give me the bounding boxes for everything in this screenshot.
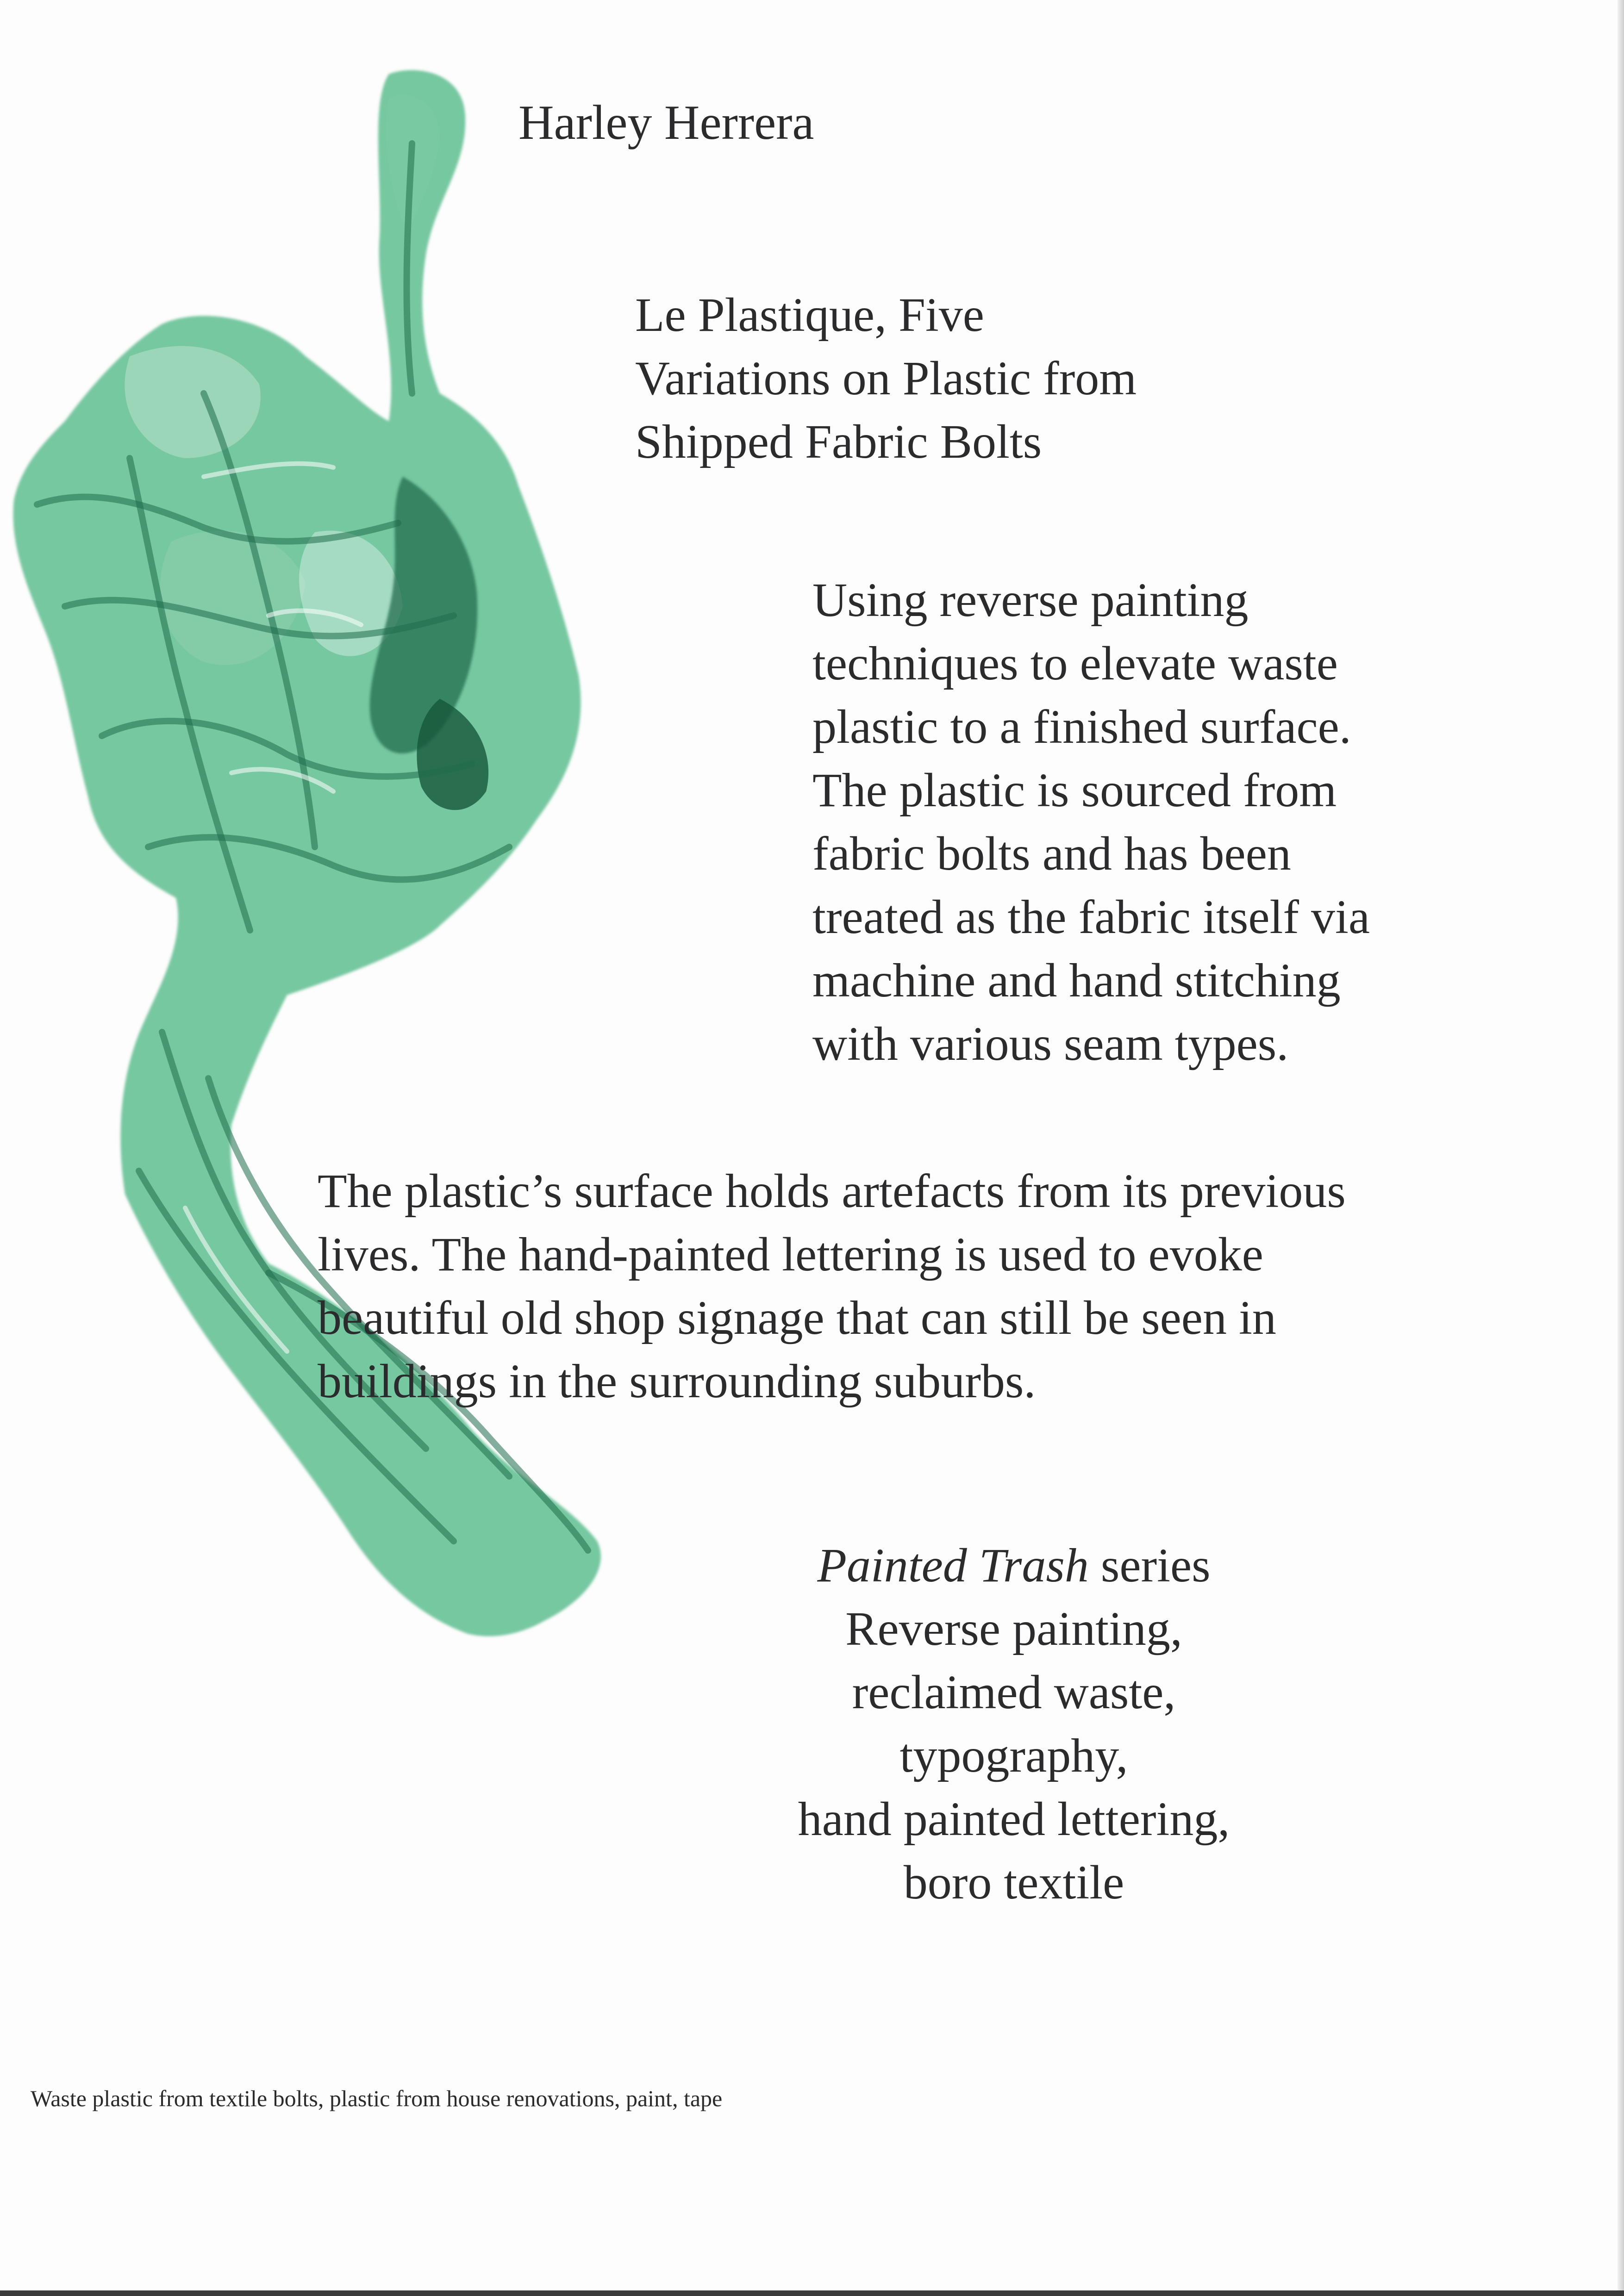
description-line: machine and hand stitching: [812, 954, 1341, 1007]
medium-line: hand painted lettering,: [798, 1792, 1230, 1846]
description-line: techniques to elevate waste: [812, 637, 1338, 690]
scan-edge: [1618, 0, 1624, 2296]
description-line: plastic to a finished surface.: [812, 700, 1351, 753]
title-line: Variations on Plastic from: [635, 352, 1137, 405]
artist-name: Harley Herrera: [518, 95, 814, 149]
paragraph-line: buildings in the surrounding suburbs.: [318, 1355, 1036, 1408]
medium-line: reclaimed waste,: [852, 1666, 1176, 1719]
scan-edge: [0, 2290, 1624, 2296]
medium-line: typography,: [899, 1729, 1128, 1782]
medium-line: Reverse painting,: [845, 1602, 1182, 1655]
title-line: Shipped Fabric Bolts: [635, 415, 1042, 468]
description-line: Using reverse painting: [812, 573, 1249, 627]
paragraph-line: beautiful old shop signage that can still be seen in: [318, 1291, 1276, 1344]
series-suffix: series: [1088, 1539, 1211, 1592]
series-name: Painted Trash: [817, 1539, 1089, 1592]
paragraph-line: lives. The hand-painted lettering is used to evoke: [318, 1228, 1263, 1281]
description-line: fabric bolts and has been: [812, 827, 1291, 880]
description-line: with various seam types.: [812, 1017, 1289, 1070]
paragraph-line: The plastic’s surface holds artefacts from its previous: [318, 1164, 1346, 1218]
artwork-title: [635, 283, 1137, 473]
materials-caption: Waste plastic from textile bolts, plastic from house renovations, paint, tape: [31, 2085, 723, 2111]
description-line: treated as the fabric itself via: [812, 890, 1370, 944]
medium-line: boro textile: [903, 1856, 1124, 1909]
artwork-description: [812, 568, 1370, 1076]
context-paragraph: [318, 1159, 1346, 1413]
series-line: [713, 1534, 1315, 1597]
title-line: Le Plastique, Five: [635, 288, 984, 342]
description-line: The plastic is sourced from: [812, 764, 1337, 817]
medium-list: [713, 1534, 1315, 1914]
